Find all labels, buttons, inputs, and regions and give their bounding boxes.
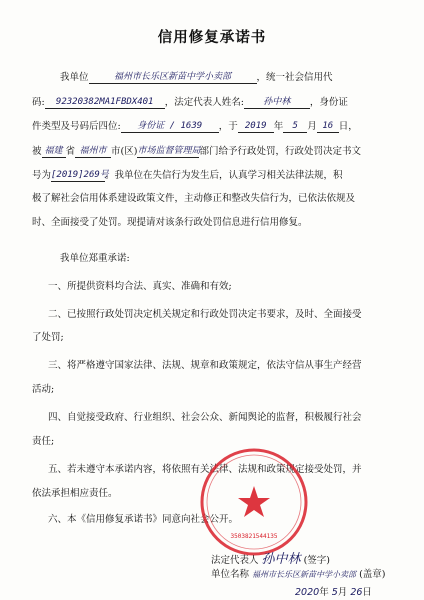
document-title: 信用修复承诺书 [157, 29, 267, 46]
field-department: 市场监督管理局 [137, 146, 201, 156]
pledge-item-1: 一、所提供资料均合法、真实、准确和有效; [48, 281, 232, 292]
text-l2-pre: 码: [32, 97, 45, 108]
official-seal-stamp [198, 446, 310, 558]
text-l5-post: 。我单位在失信行为发生后，认真学习相关法律法规，积 [105, 170, 343, 181]
legal-rep-sign-note: (签字) [303, 555, 331, 566]
text-l2-mid: ，法定代表人姓名: [164, 97, 244, 108]
line-2 [32, 96, 348, 109]
pledge-heading: 我单位郑重承诺: [60, 253, 130, 264]
text-city-unit: 市(区) [111, 146, 138, 157]
seal-code-text: 3503821544135 [230, 533, 278, 540]
pledge-item-4-cont: 责任; [32, 436, 55, 447]
legal-rep-signature-line [211, 548, 330, 567]
text-day-unit: 日， [338, 121, 358, 132]
line-4 [32, 145, 361, 158]
text-l3-pre: 件类型及号码后四位: [32, 121, 121, 132]
unit-name-signature: 福州市长乐区新苗中学小卖部 [252, 570, 357, 579]
sign-date [295, 584, 372, 598]
sign-date-day: 26 [350, 587, 363, 598]
sign-date-year-unit: 年 [319, 587, 329, 598]
field-penalty-month: 5 [283, 120, 307, 133]
field-city: 福州市 [75, 145, 111, 158]
line-3 [32, 120, 358, 133]
field-legal-rep: 孙中林 [244, 96, 310, 109]
pledge-item-3-cont: 活动; [32, 384, 55, 395]
text-l4-post: 部门给予行政处罚，行政处罚决定书文 [199, 146, 361, 157]
line-1 [60, 71, 333, 84]
unit-name-label: 单位名称 [211, 569, 250, 580]
unit-seal-note: (盖章) [359, 569, 386, 580]
line-5 [32, 169, 343, 182]
text-l2-post: ，身份证 [309, 97, 348, 108]
paragraph-line-7: 时、全面接受了处罚。现提请对该条行政处罚信息进行信用修复。 [32, 217, 308, 228]
sign-date-month-unit: 月 [337, 587, 348, 598]
text-month-unit: 月 [307, 121, 317, 132]
pledge-item-2: 二、已按照行政处罚决定机关规定和行政处罚决定书要求，及时、全面接受 [48, 309, 362, 320]
pledge-item-2-cont: 了处罚; [32, 332, 64, 343]
field-credit-code: 92320382MA1FBDX401 [45, 96, 165, 109]
text-province-unit: 省 [65, 146, 76, 157]
legal-rep-label: 法定代表人 [211, 555, 259, 566]
field-unit-name: 福州市长乐区新苗中学小卖部 [89, 71, 257, 84]
paragraph-line-6: 极了解社会信用体系建设政策文件，主动修正和整改失信行为，已依法依规及 [32, 193, 356, 204]
sign-date-day-unit: 日 [362, 587, 372, 598]
field-province: 福建 [42, 145, 66, 158]
unit-name-signature-line [211, 566, 386, 580]
field-penalty-day: 16 [317, 120, 339, 133]
text-l4-pre: 被 [32, 146, 42, 157]
sign-date-year: 2020 [295, 587, 320, 598]
pledge-item-4: 四、自觉接受政府、行业组织、社会公众、新闻舆论的监督，积极履行社会 [48, 412, 362, 423]
text-year-unit: 年 [273, 121, 284, 132]
text-l5-pre: 号为 [32, 170, 52, 181]
pledge-item-5: 五、若未遵守本承诺内容，将依照有关法律、法规和政策规定接受处罚，并 [48, 464, 362, 475]
text-l1-post: ，统一社会信用代 [256, 72, 333, 83]
field-id-number: 身份证 / 1639 [121, 120, 219, 133]
field-penalty-year: 2019 [238, 120, 274, 133]
text-l1-pre: 我单位 [60, 72, 89, 83]
legal-rep-signature: 孙中林 [261, 552, 301, 567]
pledge-item-6: 六、本《信用修复承诺书》同意向社会公开。 [48, 514, 239, 525]
sign-date-month: 5 [331, 587, 338, 598]
text-l3-mid: ，于 [218, 121, 238, 132]
field-decision-number: [2019]269号 [51, 170, 109, 180]
pledge-item-5-cont: 依法承担相应责任。 [32, 488, 118, 499]
pledge-item-3: 三、将严格遵守国家法律、法规、规章和政策规定，依法守信从事生产经营 [48, 360, 362, 371]
